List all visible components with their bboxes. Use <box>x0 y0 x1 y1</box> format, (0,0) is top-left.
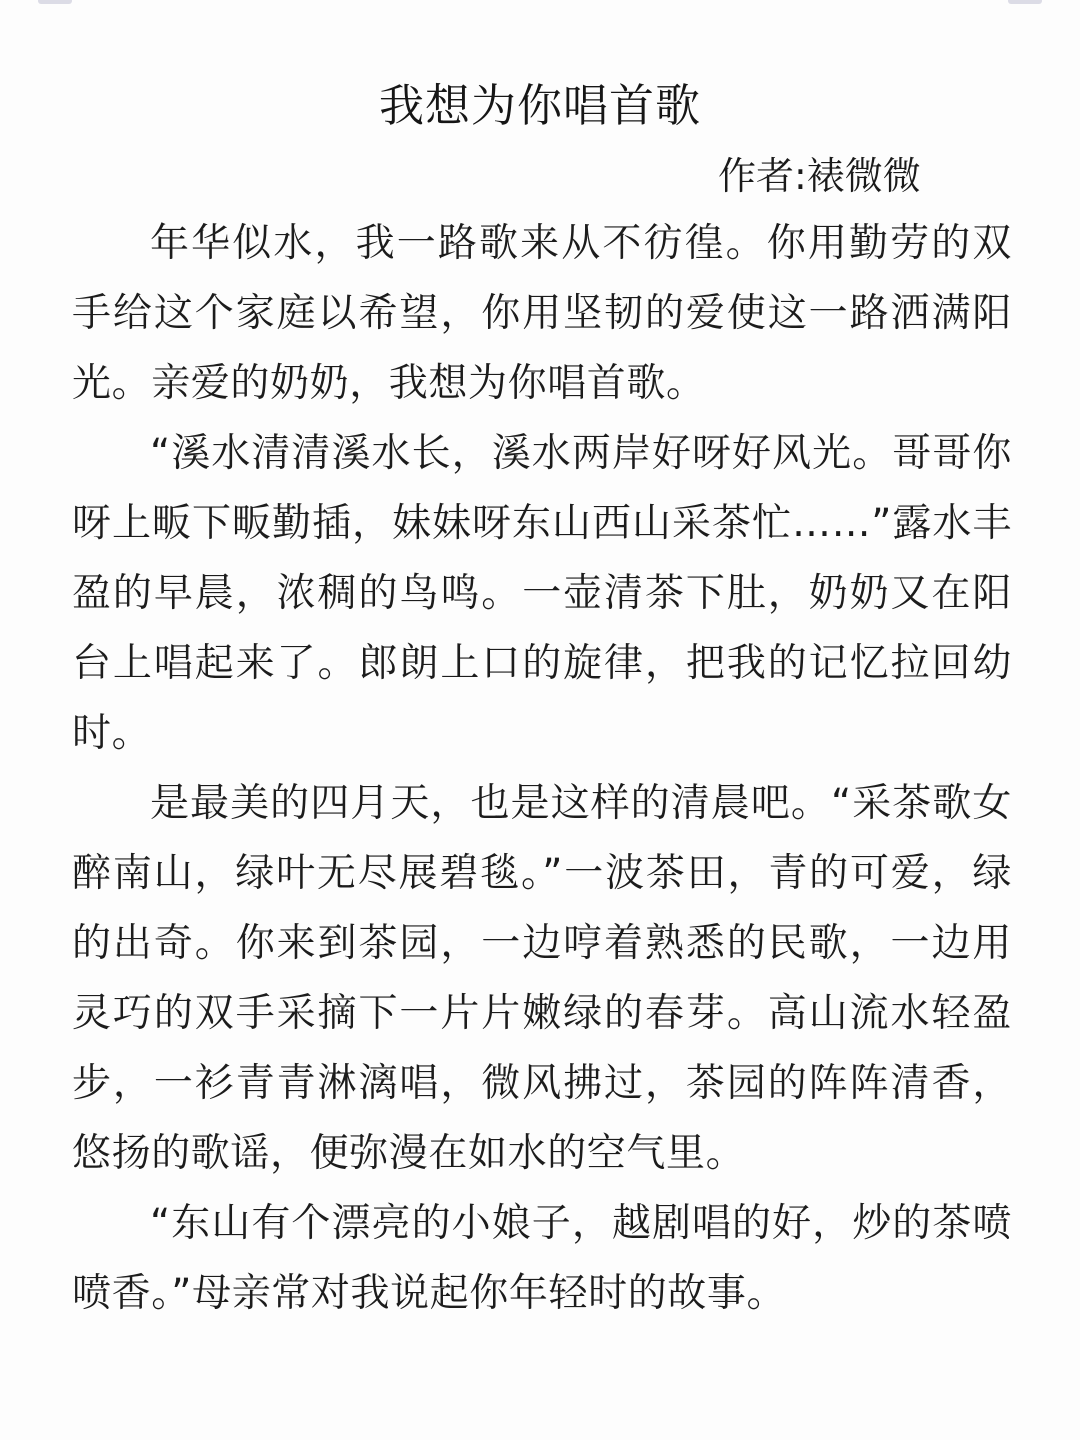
corner-mark-left <box>38 0 72 4</box>
paragraph-2: “溪水清清溪水长，溪水两岸好呀好风光。哥哥你呀上畈下畈勤插，妹妹呀东山西山采茶忙……”露水丰盈的早晨，浓稠的鸟鸣。一壶清茶下肚，奶奶又在阳台上唱起来了。郎朗上口的旋律，把我的记忆拉回幼时。 <box>72 431 1012 756</box>
author-line: 作者:裱微微 <box>718 154 921 198</box>
paragraph-3: 是最美的四月天，也是这样的清晨吧。“采茶歌女醉南山，绿叶无尽展碧毯。”一波茶田，青的可爱，绿的出奇。你来到茶园，一边哼着熟悉的民歌，一边用灵巧的双手采摘下一片片嫩绿的春芽。高山流水轻盈步，一衫青青淋漓唱，微风拂过，茶园的阵阵清香，悠扬的歌谣，便弥漫在如水的空气里。 <box>72 781 1012 1176</box>
article-body <box>72 209 1012 1329</box>
page-title: 我想为你唱首歌 <box>378 79 701 132</box>
paragraph-4: “东山有个漂亮的小娘子，越剧唱的好，炒的茶喷喷香。”母亲常对我说起你年轻时的故事。 <box>72 1201 1012 1316</box>
corner-mark-right <box>1008 0 1042 4</box>
paragraph-1: 年华似水，我一路歌来从不彷徨。你用勤劳的双手给这个家庭以希望，你用坚韧的爱使这一路洒满阳光。亲爱的奶奶，我想为你唱首歌。 <box>72 221 1012 406</box>
